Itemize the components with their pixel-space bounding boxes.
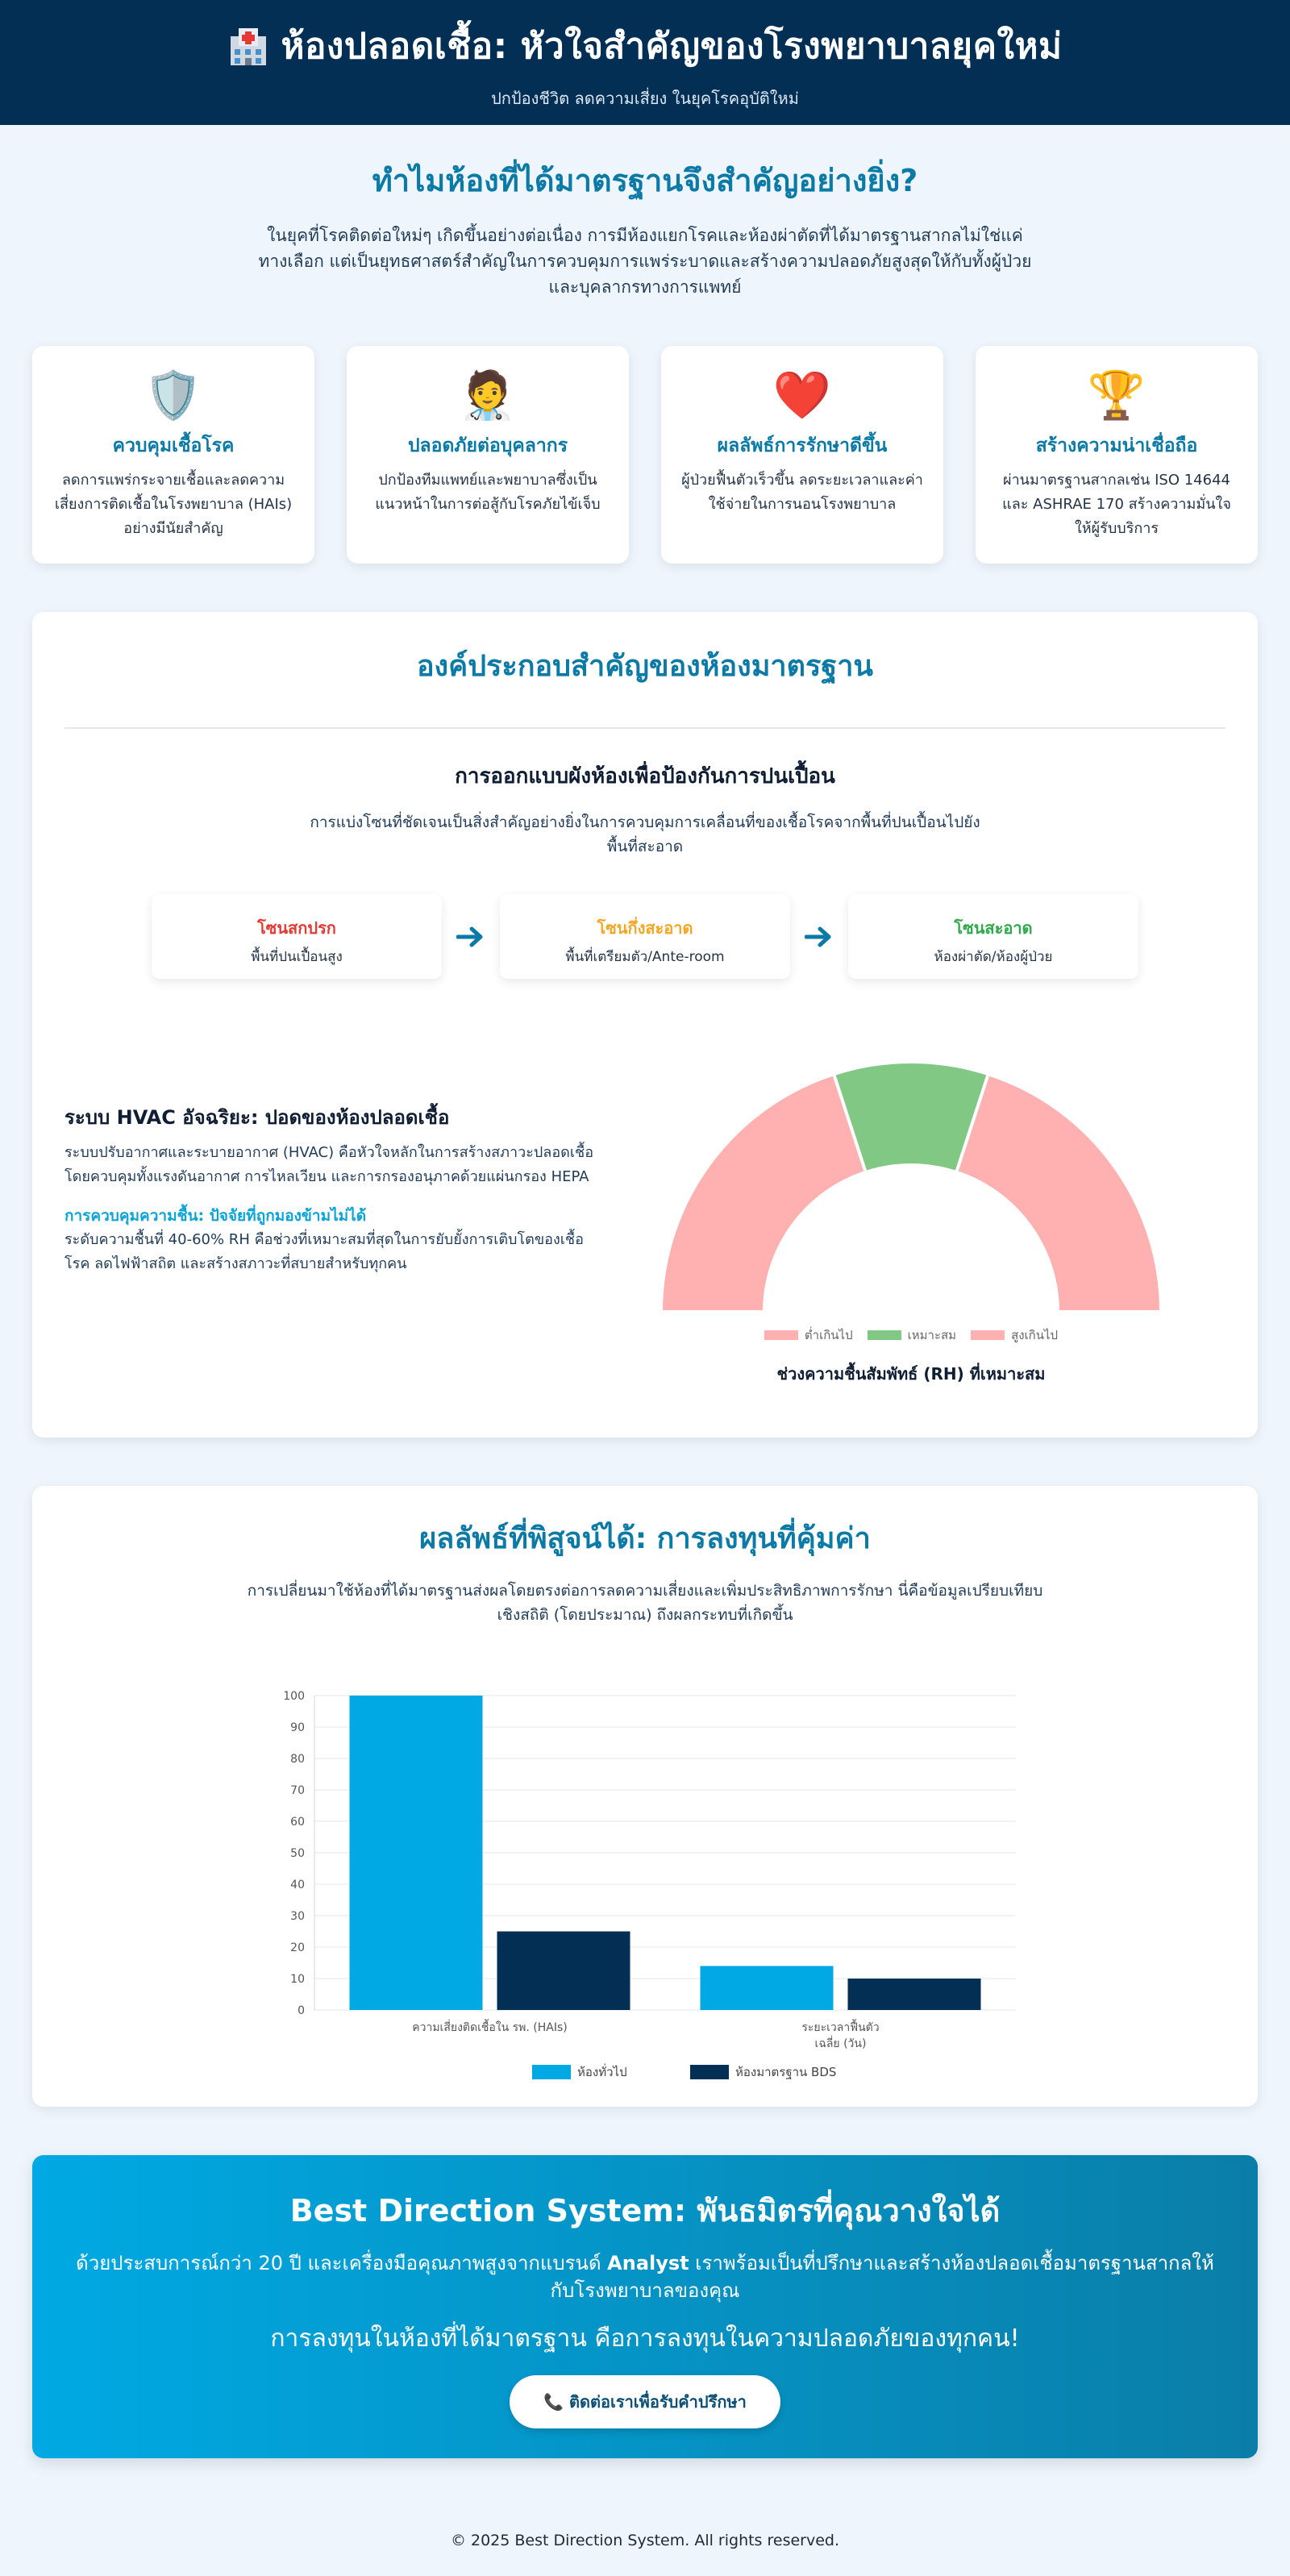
gauge-segment-1 [661,1074,866,1312]
components-section [32,612,1258,1438]
y-tick-label: 100 [283,1690,305,1703]
zone-description: พื้นที่ปนเปื้อนสูง [251,949,343,965]
feature-title: สร้างความน่าเชื่อถือ [1035,435,1198,456]
y-tick-label: 20 [290,1941,305,1954]
legend-label: เหมาะสม [907,1328,957,1342]
legend-label: ห้องมาตรฐาน BDS [735,2065,837,2079]
hvac-block [32,1034,1258,1388]
page-subtitle: ปกป้องชีวิต ลดความเสี่ยง ในยุคโรคอุบัติใหม่ [491,89,799,108]
y-tick-label: 30 [290,1910,305,1923]
cta-text [64,2249,1226,2304]
hvac-text [64,1034,597,1388]
feature-title: ปลอดภัยต่อบุคลากร [407,435,568,456]
legend-swatch [971,1330,1005,1340]
intro-heading: ทำไมห้องที่ได้มาตรฐานจึงสำคัญอย่างยิ่ง? [372,163,918,198]
x-tick-label: ความเสี่ยงติดเชื้อใน รพ. (HAIs) [412,2021,568,2034]
x-tick-label: ระยะเวลาฟื้นตัว [801,2021,880,2034]
contact-button-label: ติดต่อเราเพื่อรับคำปรึกษา [569,2392,747,2412]
trophy-icon: 🏆 [1087,368,1146,422]
cta-title: Best Direction System: พันธมิตรที่คุณวางใจได้ [289,2193,1001,2229]
bar-1-1 [350,1696,483,2010]
humidity-title: การควบคุมความชื้น: ปัจจัยที่ถูกมองข้ามไม่ได้ [64,1207,367,1225]
zone-description: พื้นที่เตรียมตัว/Ante-room [565,949,725,965]
layout-description: การแบ่งโซนที่ชัดเจนเป็นสิ่งสำคัญอย่างยิ่งในการควบคุมการเคลื่อนที่ของเชื้อโรคจากพื้นที่ปนเปื้อนไปยังพื้นที่สะอาด [310,814,980,855]
hospital-icon [227,25,269,67]
y-tick-label: 60 [290,1816,305,1829]
cta-banner [32,2155,1258,2458]
cta-text-part: เราพร้อมเป็นที่ปรึกษาและสร้างห้องปลอดเชื้อมาตรฐานสากลให้กับโรงพยาบาลของคุณ [550,2252,1214,2302]
cta-tagline: การลงทุนในห้องที่ได้มาตรฐาน คือการลงทุนในความปลอดภัยของทุกคน! [270,2324,1020,2353]
layout-title: การออกแบบผังห้องเพื่อป้องกันการปนเปื้อน [455,764,835,789]
feature-title: ผลลัพธ์การรักษาดีขึ้น [717,435,888,456]
feature-text: ปกป้องทีมแพทย์และพยาบาลซึ่งเป็นแนวหน้าในการต่อสู้กับโรคภัยไข้เจ็บ [375,472,601,513]
zone-dirty [152,894,442,979]
legend-label: สูงเกินไป [1011,1328,1059,1342]
shield-icon: 🛡️ [144,368,203,422]
zone-name: โซนสกปรก [257,918,336,938]
heart-icon: ❤️ [772,368,832,422]
bar-2-2 [848,1979,981,2010]
results-description: การเปลี่ยนมาใช้ห้องที่ได้มาตรฐานส่งผลโดยตรงต่อการลดความเสี่ยงและเพิ่มประสิทธิภาพการรักษา นี่คือข้อมูลเปรียบเทียบเชิงสถิติ (โดยประมาณ) ถึงผลกระทบที่เกิดขึ้น [247,1582,1043,1624]
y-tick-label: 80 [290,1753,305,1766]
gauge-caption: ช่วงความชื้นสัมพัทธ์ (RH) ที่เหมาะสม [776,1364,1046,1384]
zone-clean [848,894,1138,979]
phone-icon: 📞 [543,2392,564,2412]
page-title: ห้องปลอดเชื้อ: หัวใจสำคัญของโรงพยาบาลยุคใหม่ [281,26,1063,67]
feature-title: ควบคุมเชื้อโรค [112,435,235,456]
y-tick-label: 90 [290,1721,305,1734]
contact-button[interactable] [510,2375,780,2428]
results-heading: ผลลัพธ์ที่พิสูจน์ได้: การลงทุนที่คุ้มค่า [419,1522,871,1555]
y-tick-label: 70 [290,1784,305,1797]
components-heading: องค์ประกอบสำคัญของห้องมาตรฐาน [416,650,874,683]
legend-swatch [690,2065,729,2079]
zone-name: โซนกึ่งสะอาด [597,918,693,938]
gauge-segment-3 [956,1074,1161,1312]
zone-description: ห้องผ่าตัด/ห้องผู้ป่วย [934,949,1053,965]
intro-text: ในยุคที่โรคติดต่อใหม่ๆ เกิดขึ้นอย่างต่อเนื่อง การมีห้องแยกโรคและห้องผ่าตัดที่ได้มาตรฐานสากลไม่ใช่แค่ทางเลือก แต่เป็นยุทธศาสตร์สำคัญในการควบคุมการแพร่ระบาดและสร้างความปลอดภัยสูงสุดให้กับทั้งผู้ป่วยและบุคลากรทางการแพทย์ [258,226,1032,297]
feature-text: ลดการแพร่กระจายเชื้อและลดความเสี่ยงการติดเชื้อในโรงพยาบาล (HAIs) อย่างมีนัยสำคัญ [54,472,293,537]
brand-name: Analyst [607,2252,689,2274]
legend-label: ห้องทั่วไป [577,2065,627,2079]
bar-1-2 [701,1966,834,2010]
cta-text-part: ด้วยประสบการณ์กว่า 20 ปี และเครื่องมือคุณภาพสูงจากแบรนด์ [76,2252,608,2274]
y-tick-label: 50 [290,1847,305,1860]
y-tick-label: 10 [290,1973,305,1986]
hvac-title: ระบบ HVAC อัจฉริยะ: ปอดของห้องปลอดเชื้อ [64,1106,450,1129]
bar-2-1 [497,1932,630,2011]
legend-item [764,1325,853,1345]
zone-name: โซนสะอาด [954,918,1033,938]
feature-card-infection-control [32,346,314,564]
footer: © 2025 Best Direction System. All rights reserved. [450,2532,840,2549]
x-tick-label: เฉลี่ย (วัน) [814,2037,867,2050]
gauge-legend [597,1325,1226,1345]
legend-label: ต่ำเกินไป [804,1328,853,1342]
legend-item [868,1325,956,1345]
humidity-description: ระดับความชื้นที่ 40-60% RH คือช่วงที่เหมาะสมที่สุดในการยับยั้งการเติบโตของเชื้อโรค ลดไฟฟ้าสถิต และสร้างสภาวะที่สบายสำหรับทุกคน [64,1231,584,1272]
y-tick-label: 0 [298,2004,305,2017]
zone-flow [32,894,1258,979]
divider [64,727,1226,729]
legend-swatch [532,2065,571,2079]
page-header [0,0,1290,125]
legend-swatch [868,1330,901,1340]
feature-cards [0,346,1290,564]
legend-item [971,1325,1058,1345]
arrow-right-icon [805,925,834,949]
arrow-right-icon [456,925,485,949]
legend-swatch [764,1330,798,1340]
feature-card-staff-safety [347,346,629,564]
health-worker-icon: 🧑‍⚕️ [458,368,518,422]
humidity-gauge-chart [597,1034,1226,1388]
y-tick-label: 40 [290,1879,305,1891]
comparison-bar-chart [266,1671,1072,2083]
results-section [32,1486,1258,2107]
zone-semi-clean [500,894,790,979]
feature-card-credibility [976,346,1258,564]
feature-text: ผู้ป่วยฟื้นตัวเร็วขึ้น ลดระยะเวลาและค่าใช้จ่ายในการนอนโรงพยาบาล [681,472,923,513]
gauge-svg [597,1034,1226,1324]
hvac-description: ระบบปรับอากาศและระบายอากาศ (HVAC) คือหัวใจหลักในการสร้างสภาวะปลอดเชื้อ โดยควบคุมทั้งแรงดันอากาศ การไหลเวียน และการกรองอนุภาคด้วยแผ่นกรอง HEPA [64,1144,594,1185]
feature-text: ผ่านมาตรฐานสากลเช่น ISO 14644 และ ASHRAE 170 สร้างความมั่นใจให้ผู้รับบริการ [1002,472,1231,537]
feature-card-outcomes [661,346,943,564]
intro-section [0,125,1290,300]
